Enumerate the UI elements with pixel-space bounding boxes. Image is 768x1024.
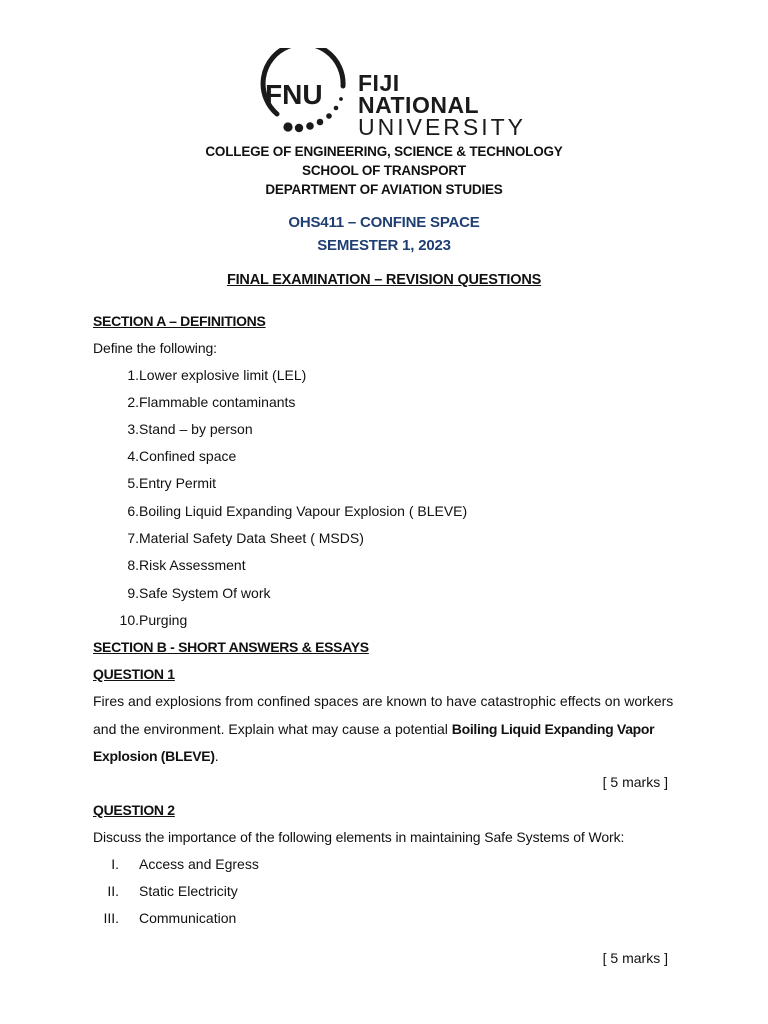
fnu-logo-icon [255, 48, 355, 136]
element-item: III. Communication [103, 910, 237, 926]
course-title: OHS411 – CONFINE SPACE [288, 214, 480, 231]
question-2-marks: [ 5 marks ] [602, 950, 668, 966]
section-a-intro: Define the following: [93, 340, 217, 356]
definition-item: 5. Entry Permit [127, 475, 217, 491]
definition-item: 7. Material Safety Data Sheet ( MSDS) [127, 530, 364, 546]
definition-item: 1. Lower explosive limit (LEL) [127, 367, 307, 383]
question-1-marks: [ 5 marks ] [602, 774, 668, 790]
school-name: SCHOOL OF TRANSPORT [302, 163, 466, 178]
definition-item: 6. Boiling Liquid Expanding Vapour Explosion ( BLEVE) [127, 503, 468, 519]
logo-line1: FIJI NATIONAL [358, 70, 480, 118]
logo-line2: UNIVERSITY [358, 114, 527, 140]
definition-item: 8. Risk Assessment [127, 557, 246, 573]
section-a-title: SECTION A – DEFINITIONS [93, 313, 266, 329]
college-name: COLLEGE OF ENGINEERING, SCIENCE & TECHNOLOGY [205, 144, 563, 159]
definition-item: 9. Safe System Of work [127, 585, 271, 601]
exam-title: FINAL EXAMINATION – REVISION QUESTIONS [226, 272, 542, 288]
definition-item: 10. Purging [119, 612, 188, 628]
department-name: DEPARTMENT OF AVIATION STUDIES [265, 182, 503, 197]
question-1-title: QUESTION 1 [93, 666, 175, 682]
semester: SEMESTER 1, 2023 [317, 237, 451, 254]
definition-item: 3. Stand – by person [127, 421, 253, 437]
logo-mark: FNU [265, 79, 323, 110]
question-1-text: Fires and explosions from confined spaces are known to have catastrophic effects on workers and the environment. Explain what may cause a potential Boiling Liquid Expanding Vapor Explosion (BLEVE). [93, 693, 674, 764]
section-b-title: SECTION B - SHORT ANSWERS & ESSAYS [93, 639, 369, 655]
element-item: I. Access and Egress [111, 856, 259, 872]
question-2-intro: Discuss the importance of the following elements in maintaining Safe Systems of Work: [93, 829, 625, 845]
element-item: II. Static Electricity [107, 883, 238, 899]
fnu-logo [255, 48, 527, 140]
logo-wordmark [358, 72, 526, 138]
definition-item: 2. Flammable contaminants [127, 394, 296, 410]
definition-item: 4. Confined space [127, 448, 237, 464]
question-2-title: QUESTION 2 [93, 802, 175, 818]
